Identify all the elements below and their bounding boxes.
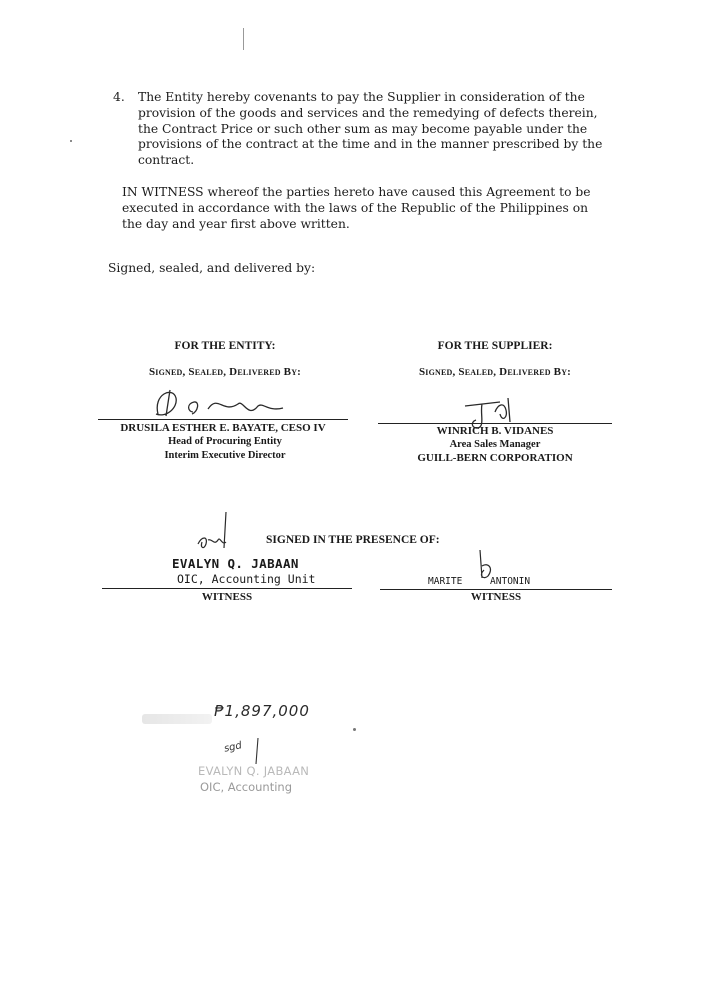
left-witness-signature: [192, 510, 242, 558]
left-witness-line: [102, 588, 352, 589]
left-witness-label: WITNESS: [201, 591, 253, 603]
supplier-heading: FOR THE SUPPLIER:: [437, 340, 553, 352]
entity-subheading: Signed, Sealed, Delivered By:: [148, 366, 302, 378]
supplier-title-2: GUILL-BERN CORPORATION: [417, 452, 573, 464]
entity-title-2: Interim Executive Director: [164, 450, 286, 461]
supplier-title-1: Area Sales Manager: [449, 439, 541, 450]
supplier-signature-line: [378, 423, 612, 424]
entity-heading: FOR THE ENTITY:: [174, 340, 276, 352]
stamp-faded-prefix: [142, 714, 212, 724]
right-witness-line: [380, 589, 612, 590]
supplier-subheading: Signed, Sealed, Delivered By:: [418, 366, 572, 378]
right-witness-label: WITNESS: [470, 591, 522, 603]
left-witness-name: EVALYN Q. JABAAN: [172, 556, 299, 571]
witness-clause: IN WITNESS whereof the parties hereto have caused this Agreement to be executed in accordance with the laws of the Republic of the Philippines on the day and year first above written.: [122, 185, 591, 231]
entity-signature: [148, 384, 298, 424]
clause-4-text: The Entity hereby covenants to pay the Supplier in consideration of the provision of the goods and services and the remedying of defects therein, the Contract Price or such other sum as may become payable under the provisions of the contract at the time and in the manner prescribed by the contract.: [138, 90, 603, 168]
right-witness-name: MARITE ANTONIN: [428, 576, 531, 587]
entity-signature-line: [98, 419, 348, 420]
entity-name: DRUSILA ESTHER E. BAYATE, CESO IV: [120, 422, 326, 434]
clause-4-number: 4.: [113, 90, 125, 104]
stamp-dot: [353, 728, 356, 731]
supplier-name: WINRICH B. VIDANES: [436, 425, 554, 437]
left-witness-title: OIC, Accounting Unit: [177, 572, 316, 586]
entity-title-1: Head of Procuring Entity: [168, 436, 282, 447]
scan-mark-dot: [70, 140, 72, 142]
presence-heading: SIGNED IN THE PRESENCE OF:: [266, 534, 440, 546]
stamp-initials: sgd: [223, 740, 243, 755]
stamp-title: OIC, Accounting: [200, 780, 292, 794]
scan-mark: [243, 28, 244, 50]
signed-intro: Signed, sealed, and delivered by:: [108, 261, 316, 275]
stamp-name: EVALYN Q. JABAAN: [198, 764, 310, 778]
stamp-amount: ₱1,897,000: [214, 702, 310, 720]
stamp-initial-stroke: [246, 736, 266, 766]
